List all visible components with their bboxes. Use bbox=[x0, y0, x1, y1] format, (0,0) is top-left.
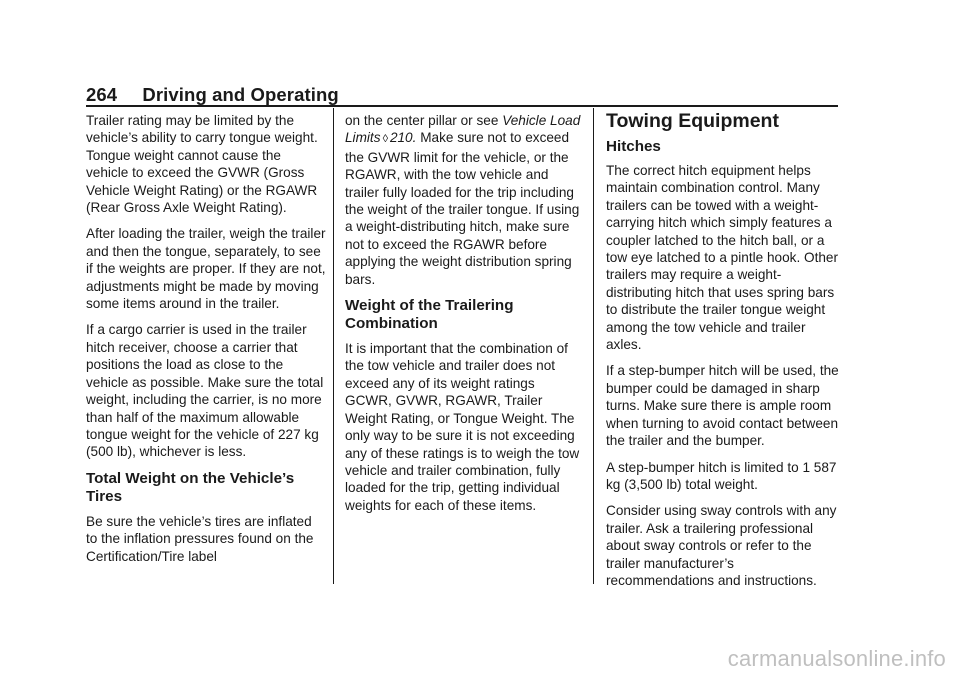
paragraph-cargo-carrier: If a cargo carrier is used in the trailer hitch receiver, choose a carrier that positions the load as close to the vehicle as possible. Make sure the total weight, including the carrier, is no more than half of the maximum allowable tongue weight for the vehicle of 227 kg (500 lb), whichever is less. bbox=[86, 322, 324, 460]
paragraph-step-bumper: If a step-bumper hitch will be used, the bumper could be damaged in sharp turns. Make sure there is ample room when turning to avoid contact between the trailer and the bumper. bbox=[606, 363, 839, 449]
heading-trailering-combination: Weight of the Trailering Combination bbox=[345, 297, 514, 333]
column-2 bbox=[345, 112, 585, 523]
column-divider-2 bbox=[593, 108, 594, 584]
paragraph-sway-controls: Consider using sway controls with any trailer. Ask a trailering professional about sway controls or refer to the trailer manufacturer’s recommendations and instructions. bbox=[606, 503, 837, 588]
text-gvwr: Make sure not to exceed the GVWR limit for the vehicle, or the RGAWR, with the tow vehicle and trailer fully loaded for the trip including the weight of the trailer tongue. If using a weight-distributing hitch, make sure not to exceed the RGAWR before applying the weight distribution spring bars. bbox=[345, 130, 580, 287]
text-ratings-intro: It is important that the combination of the tow vehicle and trailer does not exceed any of its weight ratings bbox=[345, 341, 568, 391]
paragraph-step-bumper-limit: A step-bumper hitch is limited to 1 587 kg (3,500 lb) total weight. bbox=[606, 459, 837, 492]
link-label: Vehicle Load Limits bbox=[345, 113, 581, 146]
paragraph-gvwr-limit bbox=[345, 112, 585, 288]
link-page: 210. bbox=[389, 130, 417, 146]
watermark: carmanualsonline.info bbox=[727, 646, 946, 671]
page-reference-icon: ◊ bbox=[382, 133, 388, 146]
paragraph-weight-ratings bbox=[345, 340, 585, 514]
column-1 bbox=[86, 112, 326, 574]
column-divider-1 bbox=[333, 108, 334, 584]
page-number: 264 bbox=[86, 84, 118, 105]
heading-hitches: Hitches bbox=[606, 138, 661, 155]
paragraph-hitch-equipment: The correct hitch equipment helps maintain combination control. Many trailers can be towed with a weight-carrying hitch which simply features a coupler latched to the hitch ball, or a tow eye latched to a pintle hook. Other trailers may require a weight-distributing hitch that uses spring bars to distribute the trailer tongue weight among the tow vehicle and trailer axles. bbox=[606, 163, 838, 353]
text-pillar: on the center pillar or see bbox=[345, 113, 499, 128]
header-rule bbox=[86, 105, 838, 107]
section-title: Driving and Operating bbox=[142, 84, 339, 105]
heading-towing-equipment: Towing Equipment bbox=[606, 110, 779, 132]
paragraph-weigh-trailer: After loading the trailer, weigh the trailer and then the tongue, separately, to see if the weights are proper. If they are not, adjustments might be made by moving some items around in the trailer. bbox=[86, 226, 326, 312]
text-ratings-list: GCWR, GVWR, RGAWR, Trailer Weight Rating, or Tongue Weight. The only way to be sure it is not exceeding any of these ratings is to weigh the tow vehicle and trailer combination, fully loaded for the trip, getting individual weights for each of these items. bbox=[345, 393, 580, 513]
paragraph-tire-inflation: Be sure the vehicle’s tires are inflated to the inflation pressures found on the Certification/Tire label bbox=[86, 513, 314, 564]
heading-total-weight: Total Weight on the Vehicle’s Tires bbox=[86, 469, 295, 505]
page-header bbox=[86, 84, 339, 106]
column-3 bbox=[606, 110, 842, 598]
paragraph-tongue-weight: Trailer rating may be limited by the vehicle’s ability to carry tongue weight. Tongue weight cannot cause the vehicle to exceed the GVWR (Gross Vehicle Weight Rating) or the RGAWR (Rear Gross Axle Weight Rating). bbox=[86, 113, 318, 216]
